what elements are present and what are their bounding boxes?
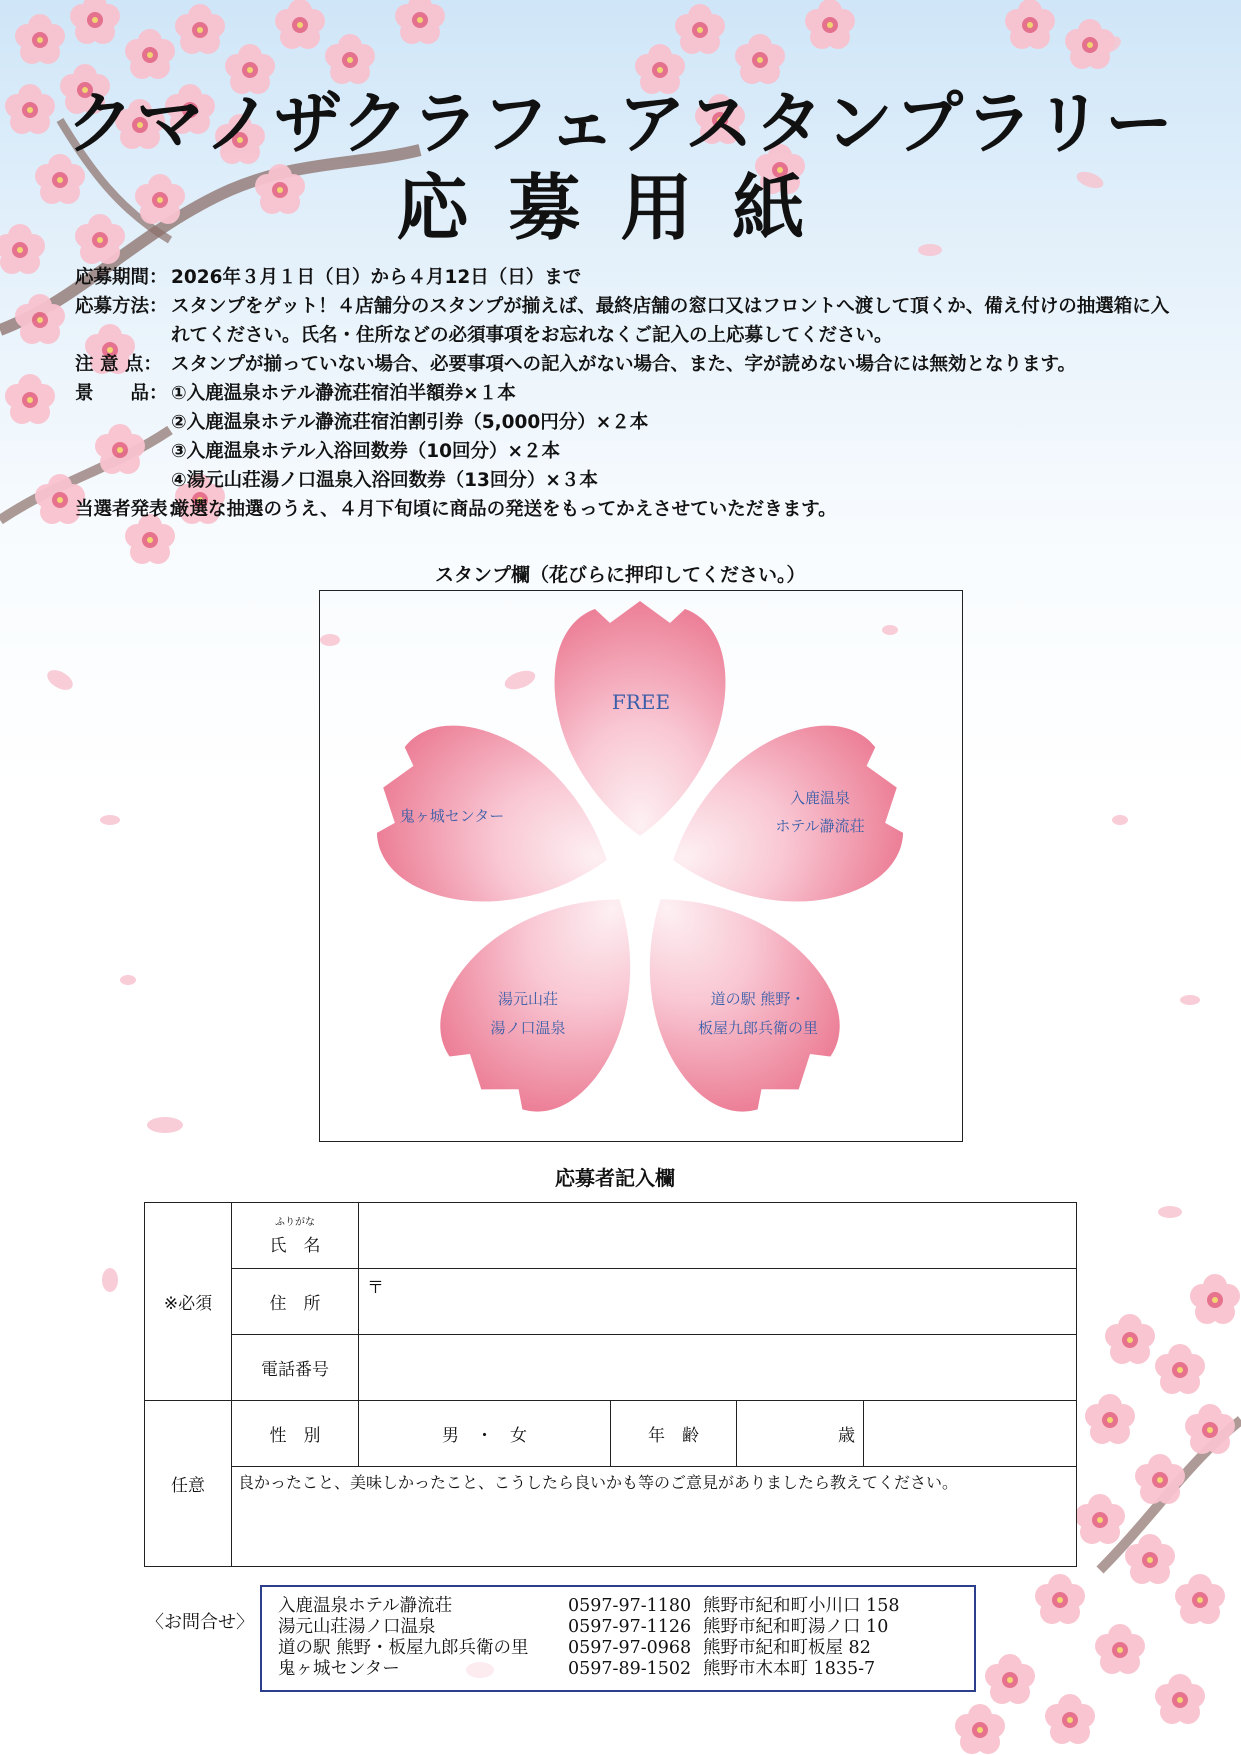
- page-subtitle: 応募用紙: [396, 166, 845, 250]
- info-row: [75, 292, 1185, 350]
- info-row: [75, 379, 1185, 408]
- contact-phone: 0597-97-1180: [568, 1596, 692, 1616]
- gender-options[interactable]: 男 ・ 女: [359, 1401, 611, 1467]
- address-label: 住 所: [232, 1269, 359, 1335]
- age-input[interactable]: [737, 1401, 864, 1467]
- contact-box: [260, 1585, 976, 1692]
- petal-left-label: 鬼ヶ城センター: [399, 807, 505, 825]
- contact-name: 道の駅 熊野・板屋九郎兵衛の里: [278, 1638, 529, 1658]
- contact-address: 熊野市紀和町板屋 82: [703, 1638, 871, 1658]
- info-text: 厳選な抽選のうえ、４月下旬頃に商品の発送をもってかえさせていただきます。: [171, 499, 837, 520]
- age-label: 年 齢: [611, 1401, 737, 1467]
- phone-label: 電話番号: [232, 1335, 359, 1401]
- postal-mark: 〒: [367, 1278, 384, 1298]
- info-text: ①入鹿温泉ホテル瀞流荘宿泊半額券×１本: [171, 383, 516, 404]
- contact-phone: 0597-97-0968: [568, 1638, 692, 1658]
- info-row: [75, 437, 1185, 466]
- info-label: 当選者発表：: [75, 499, 187, 520]
- age-blank: [864, 1401, 1077, 1467]
- info-row: [75, 466, 1185, 495]
- info-text: スタンプをゲット！４店舗分のスタンプが揃えば、最終店舗の窓口又はフロントへ渡して頂くか、備え付けの抽選箱に入れてください。氏名・住所などの必須事項をお忘れなくご記入の上応募してください。: [171, 296, 1170, 346]
- info-section: [75, 263, 1185, 524]
- info-label: [75, 437, 171, 466]
- info-row: [75, 350, 1185, 379]
- contact-row: [278, 1596, 974, 1617]
- info-label: 応募方法：: [75, 296, 168, 317]
- petal-bottom-left-label: 湯ノ口温泉: [490, 1019, 566, 1037]
- stamp-area: [319, 590, 963, 1142]
- gender-label: 性 別: [232, 1401, 359, 1467]
- name-label-cell: [232, 1203, 359, 1269]
- furigana-label: ふりがな: [275, 1217, 315, 1228]
- contact-row: [278, 1659, 974, 1680]
- info-text: 2026年３月１日（日）から４月12日（日）まで: [171, 267, 582, 288]
- info-label: [75, 408, 171, 437]
- petal-bottom-right-label: 道の駅 熊野・: [710, 990, 806, 1008]
- petal-top[interactable]: [555, 601, 726, 836]
- info-text: ③入鹿温泉ホテル入浴回数券（10回分）×２本: [171, 441, 560, 462]
- contact-row: [278, 1638, 974, 1659]
- contact-address: 熊野市木本町 1835-7: [703, 1659, 876, 1679]
- contact-row: [278, 1617, 974, 1638]
- contact-phone: 0597-97-1126: [568, 1617, 692, 1637]
- contact-name: 湯元山荘湯ノ口温泉: [278, 1617, 436, 1637]
- required-label: ※必須: [145, 1203, 232, 1401]
- info-label: 景 品：: [75, 383, 168, 404]
- info-label: 応募期間：: [75, 267, 168, 288]
- info-row: [75, 408, 1185, 437]
- info-label: [75, 466, 171, 495]
- contact-address: 熊野市紀和町小川口 158: [703, 1596, 900, 1616]
- contact-address: 熊野市紀和町湯ノ口 10: [703, 1617, 889, 1637]
- petal-right-label: 入鹿温泉: [789, 789, 851, 807]
- info-row: [75, 495, 1185, 524]
- contact-label: 〈お問合せ〉: [146, 1612, 254, 1633]
- sakura-stamp-flower: [320, 591, 961, 1140]
- info-text: ④湯元山荘湯ノ口温泉入浴回数券（13回分）×３本: [171, 470, 598, 491]
- age-unit: 歳: [838, 1426, 855, 1446]
- info-row: [75, 263, 1185, 292]
- name-label: 氏 名: [269, 1236, 321, 1256]
- stamp-heading: スタンプ欄（花びらに押印してください。）: [435, 564, 806, 586]
- comment-input[interactable]: [232, 1467, 1077, 1567]
- petal-bottom-left-label: 湯元山荘: [497, 990, 559, 1008]
- page-title: クマノザクラフェアスタンプラリー: [65, 85, 1176, 164]
- petal-top-label: FREE: [611, 690, 671, 714]
- name-input[interactable]: [359, 1203, 1077, 1269]
- phone-input[interactable]: [359, 1335, 1077, 1401]
- contact-name: 入鹿温泉ホテル瀞流荘: [278, 1596, 453, 1616]
- comment-prompt: 良かったこと、美味しかったこと、こうしたら良いかも等のご意見がありましたら教えてください。: [238, 1473, 959, 1492]
- petal-bottom-right-label: 板屋九郎兵衛の里: [697, 1019, 819, 1037]
- contact-phone: 0597-89-1502: [568, 1659, 692, 1679]
- petal-right-label: ホテル瀞流荘: [775, 817, 865, 835]
- address-input[interactable]: [359, 1269, 1077, 1335]
- info-label: 注 意 点：: [75, 354, 162, 375]
- info-text: ②入鹿温泉ホテル瀞流荘宿泊割引券（5,000円分）×２本: [171, 412, 649, 433]
- optional-label: 任意: [145, 1401, 232, 1567]
- info-text: スタンプが揃っていない場合、必要事項への記入がない場合、また、字が読めない場合には無効となります。: [171, 354, 1077, 375]
- contact-name: 鬼ヶ城センター: [278, 1659, 400, 1679]
- form-heading: 応募者記入欄: [555, 1166, 675, 1190]
- entry-form: [144, 1202, 1077, 1567]
